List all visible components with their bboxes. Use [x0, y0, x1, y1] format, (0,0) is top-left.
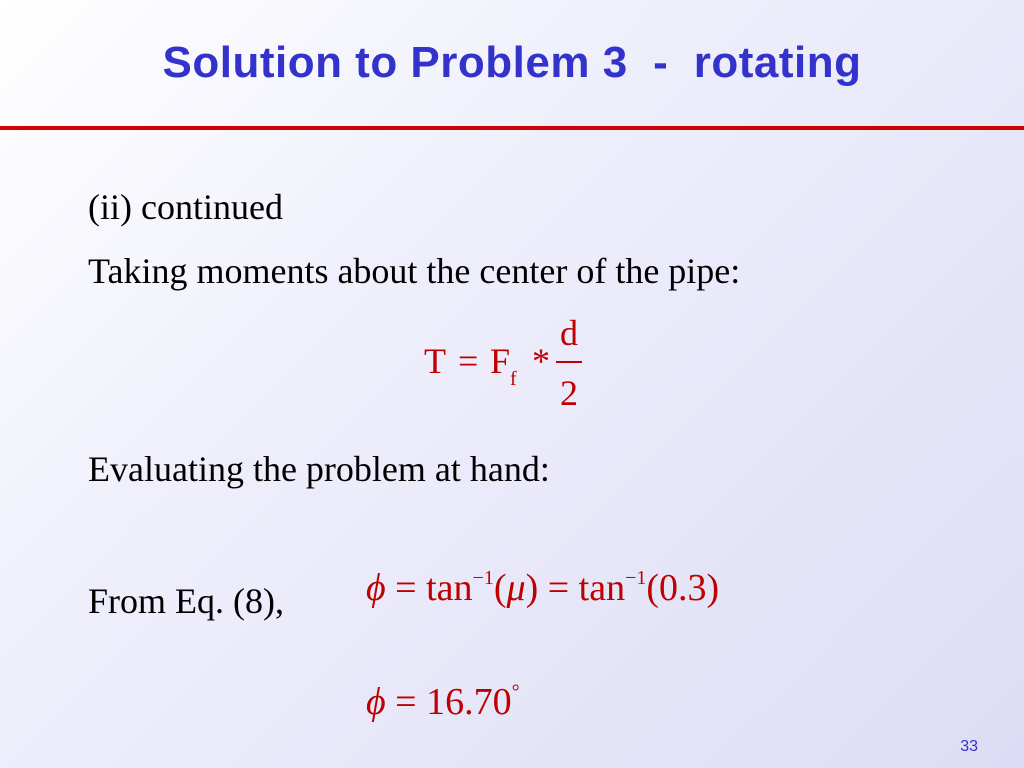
text-line-taking-moments: Taking moments about the center of the pipe:: [88, 251, 741, 291]
slide-number: 33: [960, 738, 978, 755]
text-line-continued: (ii) continued: [88, 187, 283, 227]
friction-force-symbol: F: [490, 341, 511, 381]
fraction-numerator: d: [560, 313, 578, 353]
phi-value-equation: [366, 680, 520, 724]
equals-sign: =: [395, 567, 417, 609]
inverse-exponent: −1: [625, 567, 647, 589]
text-line-evaluating: Evaluating the problem at hand:: [88, 449, 550, 489]
equals-sign: =: [547, 567, 570, 609]
friction-force: [490, 340, 517, 390]
title-divider: [0, 126, 1024, 130]
phi-tan-equation: [366, 566, 719, 610]
close-paren: ): [525, 567, 539, 609]
friction-force-subscript: f: [510, 368, 517, 390]
torque-symbol: T: [424, 341, 446, 381]
open-paren: (: [493, 567, 507, 609]
multiply-sign: *: [532, 341, 550, 381]
tan-argument: (0.3): [646, 567, 720, 609]
phi-symbol: ϕ: [366, 567, 386, 609]
mu-symbol: μ: [506, 567, 526, 609]
phi-value: 16.70: [426, 681, 512, 723]
phi-symbol: ϕ: [366, 681, 386, 723]
torque-equals: =: [458, 341, 479, 381]
slide-title: Solution to Problem 3 - rotating: [162, 38, 862, 87]
degree-symbol: °: [511, 681, 520, 703]
fraction-denominator: 2: [560, 373, 578, 413]
text-line-from-eq: From Eq. (8),: [88, 581, 284, 621]
fraction-bar: [556, 361, 582, 363]
tan-function: tan: [426, 567, 473, 609]
inverse-exponent: −1: [472, 567, 494, 589]
tan-function: tan: [578, 567, 626, 609]
equals-sign: =: [395, 681, 417, 723]
